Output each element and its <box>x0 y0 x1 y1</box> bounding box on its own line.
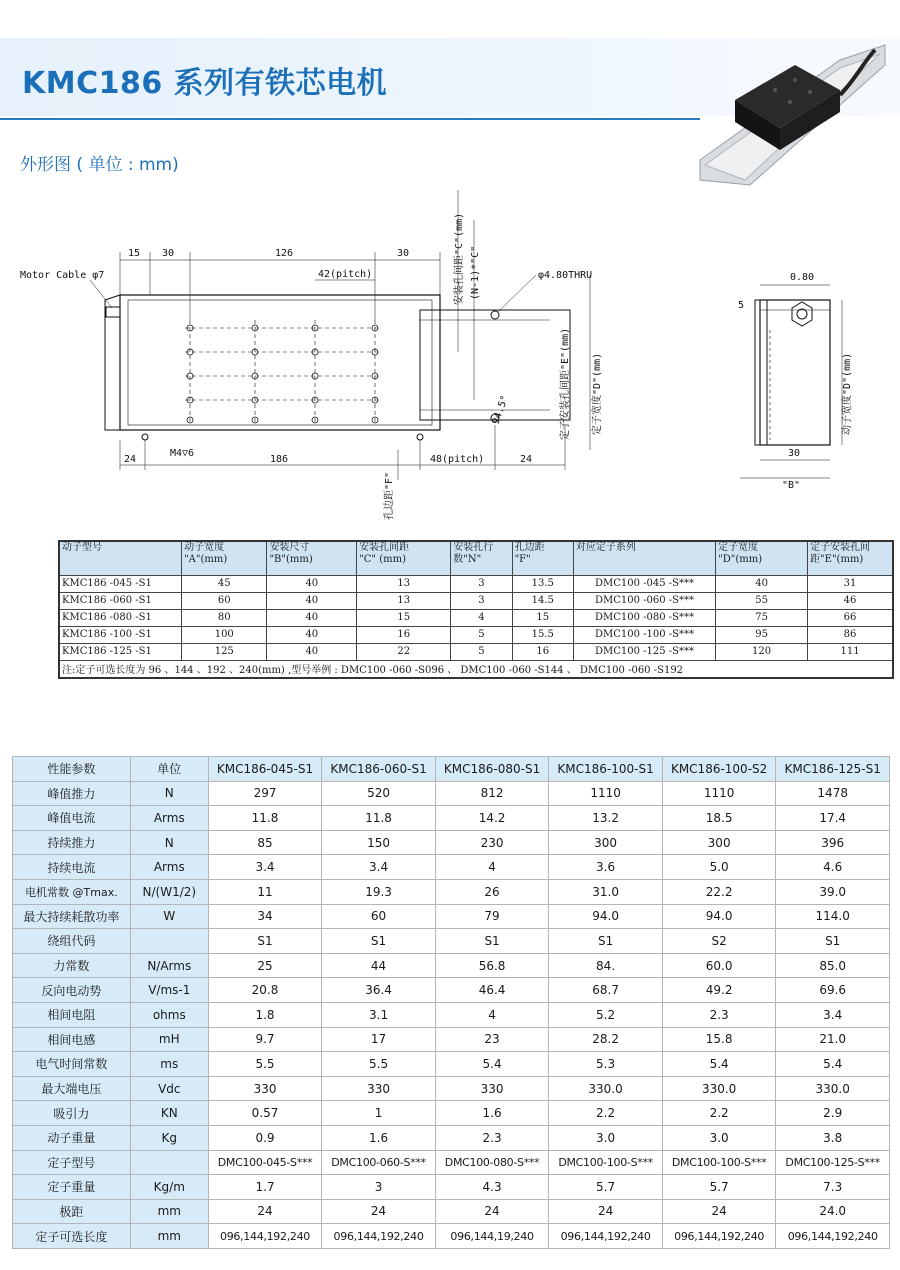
dim-top-30a: 30 <box>162 248 175 259</box>
table-cell: DMC100-100-S*** <box>549 1150 663 1175</box>
dim-header-cell: 动子宽度 "A"(mm) <box>182 541 267 575</box>
table-row <box>13 806 890 831</box>
table-cell: DMC100-125-S*** <box>776 1150 890 1175</box>
table-cell: 11.8 <box>322 806 436 831</box>
table-row <box>59 626 893 643</box>
table-cell: 13 <box>357 575 451 592</box>
row-label: 电气时间常数 <box>13 1052 131 1077</box>
row-label: 定子重量 <box>13 1175 131 1200</box>
table-cell: 1.8 <box>208 1002 322 1027</box>
table-cell: 1.6 <box>435 1101 549 1126</box>
table-cell: 16 <box>357 626 451 643</box>
row-label: 持续推力 <box>13 830 131 855</box>
n1c-label: (N-1)*"C" <box>470 245 481 300</box>
table-cell: DMC100 -060 -S*** <box>573 592 715 609</box>
dimension-table <box>58 540 894 679</box>
table-cell: 44 <box>322 953 436 978</box>
dim-header-cell: 安装孔间距 "C" (mm) <box>357 541 451 575</box>
table-cell: 3 <box>451 592 512 609</box>
motor-cable-label: Motor Cable φ7 <box>20 270 105 281</box>
table-cell: 1 <box>322 1101 436 1126</box>
table-cell: 15 <box>512 609 573 626</box>
table-cell: 5.2 <box>549 1002 663 1027</box>
table-cell: DMC100 -100 -S*** <box>573 626 715 643</box>
table-cell: S1 <box>435 929 549 954</box>
table-cell: 5.7 <box>549 1175 663 1200</box>
table-cell: 297 <box>208 781 322 806</box>
table-cell: 330 <box>435 1076 549 1101</box>
row-unit: V/ms-1 <box>130 978 208 1003</box>
table-cell: 5.7 <box>662 1175 776 1200</box>
outline-drawing <box>20 180 620 520</box>
table-cell: 3.1 <box>322 1002 436 1027</box>
side-b-label: "B" <box>782 480 801 490</box>
table-cell: 79 <box>435 904 549 929</box>
table-cell: 5.5 <box>322 1052 436 1077</box>
table-cell: 5.5 <box>208 1052 322 1077</box>
table-cell: 19.3 <box>322 879 436 904</box>
table-cell: 40 <box>267 609 357 626</box>
row-unit: Vdc <box>130 1076 208 1101</box>
row-unit: ohms <box>130 1002 208 1027</box>
table-row <box>13 1076 890 1101</box>
row-unit: W <box>130 904 208 929</box>
table-cell: S1 <box>322 929 436 954</box>
table-row <box>13 855 890 880</box>
table-cell: 4 <box>435 855 549 880</box>
table-note-row <box>59 660 893 678</box>
table-cell: 69.6 <box>776 978 890 1003</box>
table-cell: 15 <box>357 609 451 626</box>
table-cell: 20.8 <box>208 978 322 1003</box>
table-cell: 330.0 <box>662 1076 776 1101</box>
table-cell: 16 <box>512 643 573 660</box>
table-cell: 31 <box>808 575 893 592</box>
table-cell: 86 <box>808 626 893 643</box>
table-cell: 11 <box>208 879 322 904</box>
row-unit: mm <box>130 1224 208 1249</box>
dim-header-cell: 定子宽度 "D"(mm) <box>716 541 808 575</box>
table-cell: 18.5 <box>662 806 776 831</box>
table-cell: 4 <box>451 609 512 626</box>
side-bottom-dim: 30 <box>788 448 801 459</box>
table-cell: 40 <box>267 643 357 660</box>
page-title: KMC186 系列有铁芯电机 <box>22 66 388 101</box>
table-row <box>13 1002 890 1027</box>
table-cell: 13.5 <box>512 575 573 592</box>
row-label: 相间电感 <box>13 1027 131 1052</box>
row-label: 动子重量 <box>13 1125 131 1150</box>
table-cell: 15.8 <box>662 1027 776 1052</box>
table-cell: 5.4 <box>662 1052 776 1077</box>
table-cell: 114.0 <box>776 904 890 929</box>
table-row <box>59 609 893 626</box>
row-label: 定子型号 <box>13 1150 131 1175</box>
table-row <box>13 1224 890 1249</box>
table-cell: 14.5 <box>512 592 573 609</box>
table-cell: 40 <box>267 626 357 643</box>
table-row <box>13 1052 890 1077</box>
table-cell: 2.3 <box>435 1125 549 1150</box>
row-unit: Arms <box>130 806 208 831</box>
table-cell: 60 <box>322 904 436 929</box>
table-cell: 125 <box>182 643 267 660</box>
section-title: 外形图 ( 单位 : mm) <box>20 155 179 175</box>
row-label: 持续电流 <box>13 855 131 880</box>
table-cell: 3 <box>322 1175 436 1200</box>
table-cell: 096,144,192,240 <box>549 1224 663 1249</box>
table-cell: 60.0 <box>662 953 776 978</box>
table-row <box>13 904 890 929</box>
table-cell: DMC100 -045 -S*** <box>573 575 715 592</box>
table-cell: 230 <box>435 830 549 855</box>
table-cell: DMC100-060-S*** <box>322 1150 436 1175</box>
table-cell: 300 <box>662 830 776 855</box>
table-cell: 84. <box>549 953 663 978</box>
table-cell: 1110 <box>662 781 776 806</box>
table-cell: 3.4 <box>776 1002 890 1027</box>
table-cell: 096,144,19,240 <box>435 1224 549 1249</box>
dim-top-126: 126 <box>275 248 294 259</box>
table-cell: 28.2 <box>549 1027 663 1052</box>
table-cell: 096,144,192,240 <box>662 1224 776 1249</box>
table-cell: DMC100-045-S*** <box>208 1150 322 1175</box>
row-unit: mH <box>130 1027 208 1052</box>
table-cell: 5.4 <box>776 1052 890 1077</box>
side-top-dim: 0.80 <box>790 272 815 283</box>
table-cell: 5.3 <box>549 1052 663 1077</box>
dim-header-cell: 孔边距 "F" <box>512 541 573 575</box>
table-row <box>59 592 893 609</box>
table-cell: KMC186 -100 -S1 <box>59 626 182 643</box>
table-cell: 3.4 <box>208 855 322 880</box>
perf-header-cell: 单位 <box>130 757 208 782</box>
table-cell: 55 <box>716 592 808 609</box>
table-cell: 096,144,192,240 <box>322 1224 436 1249</box>
row-label: 电机常数 @Tmax. <box>13 879 131 904</box>
table-cell: 23 <box>435 1027 549 1052</box>
table-cell: 25 <box>208 953 322 978</box>
angle-label: 94.5° <box>490 393 512 427</box>
table-cell: 5.4 <box>435 1052 549 1077</box>
table-cell: 85 <box>208 830 322 855</box>
table-cell: 2.3 <box>662 1002 776 1027</box>
table-cell: 39.0 <box>776 879 890 904</box>
table-cell: 68.7 <box>549 978 663 1003</box>
row-label: 吸引力 <box>13 1101 131 1126</box>
table-row <box>13 1150 890 1175</box>
dim-header-cell: 动子型号 <box>59 541 182 575</box>
performance-table <box>12 756 890 1249</box>
m4-label: M4▽6 <box>170 448 195 459</box>
table-cell: 5 <box>451 643 512 660</box>
table-cell: 13 <box>357 592 451 609</box>
table-cell: 0.9 <box>208 1125 322 1150</box>
table-cell: S2 <box>662 929 776 954</box>
dim-bottom-pitch: 48(pitch) <box>430 454 485 465</box>
hole-c-label: 安装孔间距"C"(mm) <box>454 212 465 305</box>
row-unit: KN <box>130 1101 208 1126</box>
table-cell: 3.6 <box>549 855 663 880</box>
table-cell: 24 <box>662 1199 776 1224</box>
row-unit: mm <box>130 1199 208 1224</box>
table-cell: 812 <box>435 781 549 806</box>
table-row <box>13 1101 890 1126</box>
table-cell: 4 <box>435 1002 549 1027</box>
table-cell: 5.0 <box>662 855 776 880</box>
table-cell: 36.4 <box>322 978 436 1003</box>
row-label: 峰值推力 <box>13 781 131 806</box>
table-cell: 40 <box>267 575 357 592</box>
table-row <box>13 1175 890 1200</box>
table-cell: 46 <box>808 592 893 609</box>
perf-header-cell: KMC186-125-S1 <box>776 757 890 782</box>
dim-header-cell: 定子安装孔间 距"E"(mm) <box>808 541 893 575</box>
perf-header-cell: KMC186-100-S1 <box>549 757 663 782</box>
table-cell: 120 <box>716 643 808 660</box>
table-cell: 21.0 <box>776 1027 890 1052</box>
table-cell: KMC186 -125 -S1 <box>59 643 182 660</box>
table-cell: 24 <box>435 1199 549 1224</box>
row-label: 力常数 <box>13 953 131 978</box>
table-cell: 096,144,192,240 <box>208 1224 322 1249</box>
table-cell: 2.2 <box>549 1101 663 1126</box>
table-cell: 24 <box>322 1199 436 1224</box>
table-row <box>13 1199 890 1224</box>
table-cell: 1110 <box>549 781 663 806</box>
table-cell: 95 <box>716 626 808 643</box>
table-cell: 330.0 <box>549 1076 663 1101</box>
hole-e-label: 定子安装孔间距"E"(mm) <box>560 327 571 440</box>
table-cell: 1.6 <box>322 1125 436 1150</box>
dim-bottom-186: 186 <box>270 454 289 465</box>
table-cell: 520 <box>322 781 436 806</box>
dim-top-15: 15 <box>128 248 141 259</box>
table-cell: KMC186 -045 -S1 <box>59 575 182 592</box>
side-view-drawing <box>720 260 870 490</box>
row-label: 最大端电压 <box>13 1076 131 1101</box>
table-cell: KMC186 -080 -S1 <box>59 609 182 626</box>
side-width-label: 动子宽度"D"(mm) <box>842 352 853 435</box>
dim-header-cell: 安装尺寸 "B"(mm) <box>267 541 357 575</box>
table-cell: 75 <box>716 609 808 626</box>
table-cell: 94.0 <box>662 904 776 929</box>
row-unit: N/Arms <box>130 953 208 978</box>
table-row <box>13 953 890 978</box>
perf-header-cell: KMC186-100-S2 <box>662 757 776 782</box>
performance-table-header <box>13 757 890 782</box>
header-rule <box>0 118 700 120</box>
table-cell: 40 <box>716 575 808 592</box>
table-cell: DMC100-100-S*** <box>662 1150 776 1175</box>
table-cell: 1478 <box>776 781 890 806</box>
row-unit: Arms <box>130 855 208 880</box>
table-cell: 34 <box>208 904 322 929</box>
table-cell: 26 <box>435 879 549 904</box>
side-left-dim: 5 <box>738 300 745 311</box>
table-cell: 24 <box>549 1199 663 1224</box>
row-label: 反向电动势 <box>13 978 131 1003</box>
table-cell: 22.2 <box>662 879 776 904</box>
table-cell: S1 <box>208 929 322 954</box>
row-label: 最大持续耗散功率 <box>13 904 131 929</box>
row-unit: N/(W1/2) <box>130 879 208 904</box>
table-cell: 5 <box>451 626 512 643</box>
table-cell: 40 <box>267 592 357 609</box>
table-cell: 330 <box>208 1076 322 1101</box>
table-cell: 3.8 <box>776 1125 890 1150</box>
table-cell: 0.57 <box>208 1101 322 1126</box>
table-cell: 4.6 <box>776 855 890 880</box>
table-cell: 3.0 <box>549 1125 663 1150</box>
table-cell: 24 <box>208 1199 322 1224</box>
table-cell: DMC100 -080 -S*** <box>573 609 715 626</box>
row-unit <box>130 1150 208 1175</box>
row-label: 极距 <box>13 1199 131 1224</box>
table-cell: 80 <box>182 609 267 626</box>
table-cell: 17 <box>322 1027 436 1052</box>
table-cell: 22 <box>357 643 451 660</box>
table-cell: 1.7 <box>208 1175 322 1200</box>
row-label: 绕组代码 <box>13 929 131 954</box>
table-cell: 15.5 <box>512 626 573 643</box>
table-cell: 4.3 <box>435 1175 549 1200</box>
table-row <box>13 1027 890 1052</box>
row-label: 定子可选长度 <box>13 1224 131 1249</box>
dim-header-cell: 对应定子系列 <box>573 541 715 575</box>
table-cell: S1 <box>776 929 890 954</box>
dim-pitch-top: 42(pitch) <box>318 269 373 280</box>
table-cell: 330 <box>322 1076 436 1101</box>
table-cell: 396 <box>776 830 890 855</box>
stator-width-label: 定子宽度"D"(mm) <box>592 352 603 435</box>
dimension-table-header <box>59 541 893 575</box>
row-unit: Kg/m <box>130 1175 208 1200</box>
table-cell: 300 <box>549 830 663 855</box>
table-cell: 3.0 <box>662 1125 776 1150</box>
dim-bottom-24b: 24 <box>520 454 533 465</box>
row-unit: Kg <box>130 1125 208 1150</box>
table-cell: 3.4 <box>322 855 436 880</box>
table-note: 注:定子可选长度为 96 、144 、192 、240(mm) ,型号举例 : DMC100 -060 -S096 、 DMC100 -060 -S144 、 DMC100 -060 -S192 <box>59 660 893 678</box>
table-cell: 150 <box>322 830 436 855</box>
table-row <box>13 830 890 855</box>
perf-header-cell: KMC186-045-S1 <box>208 757 322 782</box>
table-row <box>13 978 890 1003</box>
table-cell: DMC100-080-S*** <box>435 1150 549 1175</box>
table-cell: 14.2 <box>435 806 549 831</box>
table-cell: 2.2 <box>662 1101 776 1126</box>
row-unit: N <box>130 830 208 855</box>
table-cell: 13.2 <box>549 806 663 831</box>
dim-top-30b: 30 <box>397 248 410 259</box>
perf-header-cell: 性能参数 <box>13 757 131 782</box>
thru-label: φ4.80THRU <box>538 270 593 281</box>
table-cell: 3 <box>451 575 512 592</box>
row-unit: N <box>130 781 208 806</box>
performance-table-body <box>13 781 890 1248</box>
table-cell: 56.8 <box>435 953 549 978</box>
table-cell: S1 <box>549 929 663 954</box>
table-row <box>13 781 890 806</box>
table-cell: 49.2 <box>662 978 776 1003</box>
table-cell: 85.0 <box>776 953 890 978</box>
dim-header-cell: 安装孔行 数"N" <box>451 541 512 575</box>
table-cell: 100 <box>182 626 267 643</box>
table-cell: 330.0 <box>776 1076 890 1101</box>
table-cell: 17.4 <box>776 806 890 831</box>
table-cell: 111 <box>808 643 893 660</box>
table-cell: 2.9 <box>776 1101 890 1126</box>
perf-header-cell: KMC186-060-S1 <box>322 757 436 782</box>
table-cell: 31.0 <box>549 879 663 904</box>
perf-header-cell: KMC186-080-S1 <box>435 757 549 782</box>
table-cell: 9.7 <box>208 1027 322 1052</box>
table-row <box>13 929 890 954</box>
table-cell: 66 <box>808 609 893 626</box>
table-row <box>59 643 893 660</box>
table-cell: 11.8 <box>208 806 322 831</box>
table-cell: 60 <box>182 592 267 609</box>
table-row <box>59 575 893 592</box>
table-cell: 94.0 <box>549 904 663 929</box>
table-cell: 7.3 <box>776 1175 890 1200</box>
row-unit: ms <box>130 1052 208 1077</box>
table-cell: DMC100 -125 -S*** <box>573 643 715 660</box>
table-cell: 45 <box>182 575 267 592</box>
table-cell: 096,144,192,240 <box>776 1224 890 1249</box>
table-cell: 24.0 <box>776 1199 890 1224</box>
hole-edge-label: 孔边距"F" <box>384 471 395 520</box>
row-unit <box>130 929 208 954</box>
dim-bottom-24a: 24 <box>124 454 137 465</box>
row-label: 峰值电流 <box>13 806 131 831</box>
table-row <box>13 1125 890 1150</box>
table-row <box>13 879 890 904</box>
table-cell: 46.4 <box>435 978 549 1003</box>
product-image <box>690 20 890 195</box>
table-cell: KMC186 -060 -S1 <box>59 592 182 609</box>
row-label: 相间电阻 <box>13 1002 131 1027</box>
